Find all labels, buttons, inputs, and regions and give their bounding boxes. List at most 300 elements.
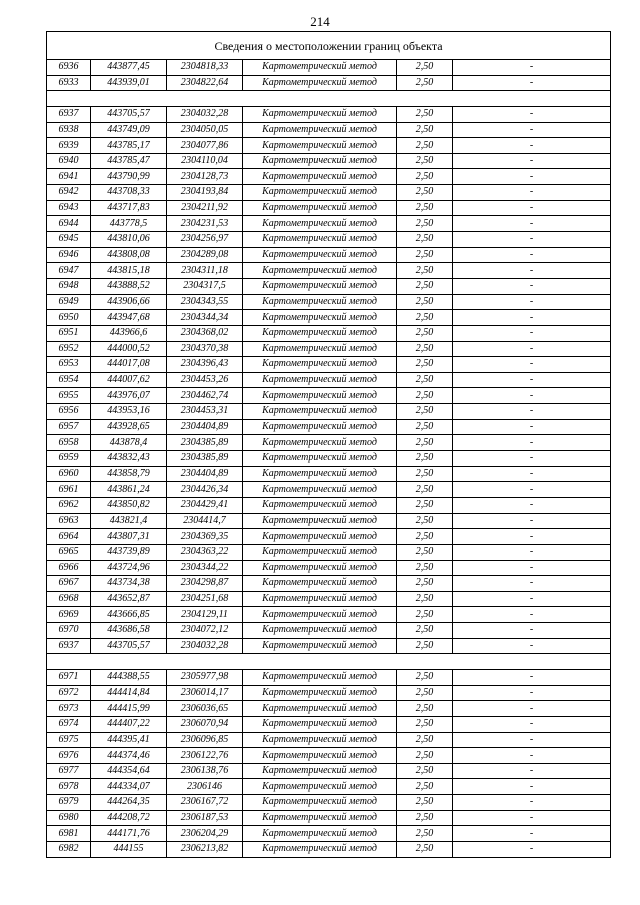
cell-description: - <box>453 482 611 498</box>
cell-coord-x: 443877,45 <box>91 60 167 76</box>
cell-coord-y: 2304317,5 <box>167 278 243 294</box>
table-row <box>47 560 611 576</box>
cell-accuracy: 2,50 <box>397 685 453 701</box>
cell-accuracy: 2,50 <box>397 372 453 388</box>
cell-description: - <box>453 185 611 201</box>
cell-point-number: 6944 <box>47 216 91 232</box>
cell-coord-x: 443815,18 <box>91 263 167 279</box>
cell-accuracy: 2,50 <box>397 560 453 576</box>
table-row <box>47 638 611 654</box>
cell-accuracy: 2,50 <box>397 278 453 294</box>
cell-coord-y: 2304369,35 <box>167 529 243 545</box>
cell-point-number: 6953 <box>47 357 91 373</box>
cell-accuracy: 2,50 <box>397 497 453 513</box>
cell-accuracy: 2,50 <box>397 451 453 467</box>
cell-description: - <box>453 544 611 560</box>
cell-point-number: 6937 <box>47 106 91 122</box>
boundary-coordinates-table <box>46 31 611 858</box>
cell-point-number: 6937 <box>47 638 91 654</box>
cell-coord-y: 2304289,08 <box>167 247 243 263</box>
table-row <box>47 153 611 169</box>
cell-coord-x: 443808,08 <box>91 247 167 263</box>
cell-coord-y: 2306187,53 <box>167 810 243 826</box>
cell-coord-y: 2304370,38 <box>167 341 243 357</box>
cell-point-number: 6972 <box>47 685 91 701</box>
cell-point-number: 6964 <box>47 529 91 545</box>
cell-accuracy: 2,50 <box>397 576 453 592</box>
cell-point-number: 6945 <box>47 232 91 248</box>
cell-description: - <box>453 138 611 154</box>
cell-point-number: 6968 <box>47 591 91 607</box>
cell-method: Картометрический метод <box>243 544 397 560</box>
cell-coord-x: 444155 <box>91 842 167 858</box>
cell-method: Картометрический метод <box>243 341 397 357</box>
cell-method: Картометрический метод <box>243 200 397 216</box>
cell-description: - <box>453 75 611 91</box>
cell-coord-y: 2304032,28 <box>167 638 243 654</box>
cell-method: Картометрический метод <box>243 451 397 467</box>
cell-method: Картометрический метод <box>243 748 397 764</box>
cell-method: Картометрический метод <box>243 404 397 420</box>
cell-description: - <box>453 106 611 122</box>
cell-coord-x: 443705,57 <box>91 638 167 654</box>
table-row <box>47 576 611 592</box>
cell-coord-x: 443705,57 <box>91 106 167 122</box>
cell-accuracy: 2,50 <box>397 623 453 639</box>
cell-point-number: 6963 <box>47 513 91 529</box>
cell-coord-y: 2304110,04 <box>167 153 243 169</box>
cell-coord-x: 443850,82 <box>91 497 167 513</box>
cell-coord-x: 444007,62 <box>91 372 167 388</box>
cell-coord-x: 444017,08 <box>91 357 167 373</box>
cell-description: - <box>453 419 611 435</box>
cell-point-number: 6949 <box>47 294 91 310</box>
cell-method: Картометрический метод <box>243 795 397 811</box>
cell-point-number: 6950 <box>47 310 91 326</box>
cell-method: Картометрический метод <box>243 278 397 294</box>
cell-coord-x: 443928,65 <box>91 419 167 435</box>
cell-coord-x: 443785,47 <box>91 153 167 169</box>
cell-coord-x: 443734,38 <box>91 576 167 592</box>
cell-point-number: 6955 <box>47 388 91 404</box>
cell-coord-x: 443785,17 <box>91 138 167 154</box>
cell-method: Картометрический метод <box>243 122 397 138</box>
table-body <box>47 32 611 858</box>
table-row <box>47 278 611 294</box>
cell-method: Картометрический метод <box>243 763 397 779</box>
cell-coord-y: 2304453,31 <box>167 404 243 420</box>
cell-accuracy: 2,50 <box>397 153 453 169</box>
table-row <box>47 779 611 795</box>
cell-coord-y: 2304231,53 <box>167 216 243 232</box>
cell-coord-x: 444414,84 <box>91 685 167 701</box>
table-row <box>47 451 611 467</box>
cell-coord-y: 2304311,18 <box>167 263 243 279</box>
cell-coord-x: 443739,89 <box>91 544 167 560</box>
cell-description: - <box>453 701 611 717</box>
cell-description: - <box>453 294 611 310</box>
cell-method: Картометрический метод <box>243 310 397 326</box>
cell-point-number: 6960 <box>47 466 91 482</box>
cell-accuracy: 2,50 <box>397 200 453 216</box>
cell-point-number: 6946 <box>47 247 91 263</box>
cell-method: Картометрический метод <box>243 60 397 76</box>
cell-coord-y: 2304251,68 <box>167 591 243 607</box>
cell-accuracy: 2,50 <box>397 842 453 858</box>
cell-description: - <box>453 325 611 341</box>
cell-point-number: 6954 <box>47 372 91 388</box>
cell-accuracy: 2,50 <box>397 216 453 232</box>
cell-point-number: 6976 <box>47 748 91 764</box>
cell-method: Картометрический метод <box>243 810 397 826</box>
cell-method: Картометрический метод <box>243 325 397 341</box>
cell-coord-y: 2304368,02 <box>167 325 243 341</box>
cell-accuracy: 2,50 <box>397 232 453 248</box>
table-row <box>47 357 611 373</box>
cell-accuracy: 2,50 <box>397 106 453 122</box>
cell-description: - <box>453 795 611 811</box>
cell-description: - <box>453 685 611 701</box>
cell-accuracy: 2,50 <box>397 169 453 185</box>
cell-description: - <box>453 810 611 826</box>
section-separator <box>47 91 611 107</box>
table-row <box>47 263 611 279</box>
table-row <box>47 404 611 420</box>
cell-method: Картометрический метод <box>243 576 397 592</box>
table-title-row <box>47 32 611 60</box>
cell-coord-y: 2306146 <box>167 779 243 795</box>
cell-accuracy: 2,50 <box>397 638 453 654</box>
cell-method: Картометрический метод <box>243 138 397 154</box>
cell-method: Картометрический метод <box>243 826 397 842</box>
table-row <box>47 310 611 326</box>
cell-point-number: 6948 <box>47 278 91 294</box>
cell-accuracy: 2,50 <box>397 607 453 623</box>
cell-method: Картометрический метод <box>243 75 397 91</box>
cell-method: Картометрический метод <box>243 560 397 576</box>
cell-coord-x: 443888,52 <box>91 278 167 294</box>
table-row <box>47 169 611 185</box>
cell-coord-x: 443858,79 <box>91 466 167 482</box>
cell-coord-x: 443807,31 <box>91 529 167 545</box>
cell-accuracy: 2,50 <box>397 701 453 717</box>
cell-accuracy: 2,50 <box>397 138 453 154</box>
cell-coord-y: 2306014,17 <box>167 685 243 701</box>
cell-coord-y: 2305977,98 <box>167 669 243 685</box>
cell-point-number: 6982 <box>47 842 91 858</box>
cell-coord-x: 444374,46 <box>91 748 167 764</box>
cell-method: Картометрический метод <box>243 419 397 435</box>
cell-coord-x: 444000,52 <box>91 341 167 357</box>
table-row <box>47 732 611 748</box>
cell-description: - <box>453 497 611 513</box>
cell-method: Картометрический метод <box>243 497 397 513</box>
table-row <box>47 513 611 529</box>
table-row <box>47 795 611 811</box>
cell-point-number: 6974 <box>47 716 91 732</box>
table-row <box>47 419 611 435</box>
table-row <box>47 482 611 498</box>
cell-point-number: 6973 <box>47 701 91 717</box>
table-row <box>47 247 611 263</box>
cell-method: Картометрический метод <box>243 247 397 263</box>
cell-coord-x: 443717,83 <box>91 200 167 216</box>
table-row <box>47 826 611 842</box>
table-row <box>47 325 611 341</box>
cell-coord-y: 2306167,72 <box>167 795 243 811</box>
cell-point-number: 6975 <box>47 732 91 748</box>
cell-description: - <box>453 638 611 654</box>
table-row <box>47 701 611 717</box>
table-row <box>47 388 611 404</box>
cell-coord-y: 2304404,89 <box>167 466 243 482</box>
cell-description: - <box>453 529 611 545</box>
cell-coord-x: 443749,09 <box>91 122 167 138</box>
cell-description: - <box>453 200 611 216</box>
cell-coord-x: 443708,33 <box>91 185 167 201</box>
cell-point-number: 6958 <box>47 435 91 451</box>
cell-method: Картометрический метод <box>243 106 397 122</box>
cell-point-number: 6938 <box>47 122 91 138</box>
cell-accuracy: 2,50 <box>397 263 453 279</box>
cell-coord-y: 2304050,05 <box>167 122 243 138</box>
cell-coord-y: 2304385,89 <box>167 435 243 451</box>
cell-point-number: 6957 <box>47 419 91 435</box>
cell-point-number: 6969 <box>47 607 91 623</box>
cell-coord-x: 443953,16 <box>91 404 167 420</box>
cell-description: - <box>453 341 611 357</box>
cell-accuracy: 2,50 <box>397 810 453 826</box>
cell-coord-x: 444334,07 <box>91 779 167 795</box>
cell-coord-x: 444208,72 <box>91 810 167 826</box>
cell-method: Картометрический метод <box>243 732 397 748</box>
cell-point-number: 6933 <box>47 75 91 91</box>
cell-point-number: 6970 <box>47 623 91 639</box>
cell-description: - <box>453 153 611 169</box>
cell-description: - <box>453 826 611 842</box>
cell-description: - <box>453 435 611 451</box>
table-row <box>47 466 611 482</box>
cell-accuracy: 2,50 <box>397 482 453 498</box>
cell-point-number: 6980 <box>47 810 91 826</box>
cell-coord-y: 2306036,65 <box>167 701 243 717</box>
cell-method: Картометрический метод <box>243 607 397 623</box>
cell-accuracy: 2,50 <box>397 122 453 138</box>
cell-coord-y: 2304396,43 <box>167 357 243 373</box>
cell-accuracy: 2,50 <box>397 748 453 764</box>
cell-coord-x: 443939,01 <box>91 75 167 91</box>
cell-method: Картометрический метод <box>243 716 397 732</box>
cell-point-number: 6956 <box>47 404 91 420</box>
cell-accuracy: 2,50 <box>397 529 453 545</box>
table-row <box>47 544 611 560</box>
cell-coord-y: 2304211,92 <box>167 200 243 216</box>
cell-point-number: 6971 <box>47 669 91 685</box>
cell-coord-y: 2306070,94 <box>167 716 243 732</box>
cell-description: - <box>453 263 611 279</box>
cell-method: Картометрический метод <box>243 153 397 169</box>
cell-method: Картометрический метод <box>243 779 397 795</box>
cell-point-number: 6936 <box>47 60 91 76</box>
table-row <box>47 185 611 201</box>
cell-coord-y: 2304453,26 <box>167 372 243 388</box>
cell-coord-x: 444407,22 <box>91 716 167 732</box>
cell-accuracy: 2,50 <box>397 325 453 341</box>
cell-coord-y: 2304032,28 <box>167 106 243 122</box>
cell-description: - <box>453 466 611 482</box>
cell-method: Картометрический метод <box>243 529 397 545</box>
table-row <box>47 200 611 216</box>
cell-coord-x: 443947,68 <box>91 310 167 326</box>
cell-coord-x: 443821,4 <box>91 513 167 529</box>
table-row <box>47 810 611 826</box>
cell-coord-x: 443976,07 <box>91 388 167 404</box>
cell-method: Картометрический метод <box>243 357 397 373</box>
cell-coord-x: 443878,4 <box>91 435 167 451</box>
cell-coord-y: 2304193,84 <box>167 185 243 201</box>
cell-method: Картометрический метод <box>243 466 397 482</box>
cell-coord-x: 443810,06 <box>91 232 167 248</box>
cell-coord-y: 2304343,55 <box>167 294 243 310</box>
cell-point-number: 6941 <box>47 169 91 185</box>
cell-accuracy: 2,50 <box>397 435 453 451</box>
table-row <box>47 716 611 732</box>
cell-method: Картометрический метод <box>243 623 397 639</box>
table-row <box>47 623 611 639</box>
cell-point-number: 6967 <box>47 576 91 592</box>
cell-point-number: 6961 <box>47 482 91 498</box>
cell-description: - <box>453 247 611 263</box>
cell-description: - <box>453 388 611 404</box>
cell-coord-x: 444388,55 <box>91 669 167 685</box>
table-row <box>47 138 611 154</box>
cell-coord-x: 443724,96 <box>91 560 167 576</box>
cell-description: - <box>453 232 611 248</box>
cell-accuracy: 2,50 <box>397 669 453 685</box>
section-separator-row <box>47 654 611 670</box>
cell-method: Картометрический метод <box>243 372 397 388</box>
cell-accuracy: 2,50 <box>397 419 453 435</box>
cell-accuracy: 2,50 <box>397 60 453 76</box>
cell-accuracy: 2,50 <box>397 779 453 795</box>
cell-point-number: 6979 <box>47 795 91 811</box>
cell-coord-y: 2304385,89 <box>167 451 243 467</box>
page-number: 214 <box>310 14 330 29</box>
cell-coord-y: 2304426,34 <box>167 482 243 498</box>
cell-description: - <box>453 576 611 592</box>
table-row <box>47 106 611 122</box>
cell-point-number: 6952 <box>47 341 91 357</box>
table-row <box>47 763 611 779</box>
table-row <box>47 529 611 545</box>
cell-method: Картометрический метод <box>243 638 397 654</box>
cell-point-number: 6981 <box>47 826 91 842</box>
cell-point-number: 6965 <box>47 544 91 560</box>
table-row <box>47 685 611 701</box>
cell-coord-y: 2304129,11 <box>167 607 243 623</box>
cell-description: - <box>453 122 611 138</box>
table-row <box>47 372 611 388</box>
table-row <box>47 669 611 685</box>
table-row <box>47 591 611 607</box>
cell-point-number: 6943 <box>47 200 91 216</box>
cell-accuracy: 2,50 <box>397 185 453 201</box>
cell-coord-x: 444264,35 <box>91 795 167 811</box>
cell-coord-y: 2304404,89 <box>167 419 243 435</box>
cell-method: Картометрический метод <box>243 232 397 248</box>
cell-coord-y: 2306204,29 <box>167 826 243 842</box>
cell-coord-x: 444415,99 <box>91 701 167 717</box>
cell-coord-y: 2306213,82 <box>167 842 243 858</box>
cell-coord-y: 2306122,76 <box>167 748 243 764</box>
cell-coord-x: 443666,85 <box>91 607 167 623</box>
cell-description: - <box>453 560 611 576</box>
cell-coord-x: 443906,66 <box>91 294 167 310</box>
table-row <box>47 60 611 76</box>
cell-coord-y: 2304818,33 <box>167 60 243 76</box>
section-separator-row <box>47 91 611 107</box>
table-row <box>47 232 611 248</box>
cell-point-number: 6942 <box>47 185 91 201</box>
cell-description: - <box>453 591 611 607</box>
table-row <box>47 122 611 138</box>
cell-coord-y: 2304822,64 <box>167 75 243 91</box>
cell-method: Картометрический метод <box>243 513 397 529</box>
cell-coord-x: 444395,41 <box>91 732 167 748</box>
cell-point-number: 6951 <box>47 325 91 341</box>
cell-coord-y: 2304298,87 <box>167 576 243 592</box>
table-row <box>47 75 611 91</box>
cell-coord-x: 443832,43 <box>91 451 167 467</box>
cell-coord-y: 2304363,22 <box>167 544 243 560</box>
cell-coord-y: 2304462,74 <box>167 388 243 404</box>
cell-method: Картометрический метод <box>243 216 397 232</box>
cell-accuracy: 2,50 <box>397 247 453 263</box>
cell-coord-y: 2304128,73 <box>167 169 243 185</box>
cell-method: Картометрический метод <box>243 701 397 717</box>
cell-method: Картометрический метод <box>243 294 397 310</box>
table-row <box>47 341 611 357</box>
cell-method: Картометрический метод <box>243 388 397 404</box>
cell-point-number: 6947 <box>47 263 91 279</box>
cell-coord-x: 444354,64 <box>91 763 167 779</box>
cell-coord-x: 443966,6 <box>91 325 167 341</box>
cell-method: Картометрический метод <box>243 185 397 201</box>
cell-description: - <box>453 372 611 388</box>
table-row <box>47 435 611 451</box>
cell-coord-y: 2304414,7 <box>167 513 243 529</box>
cell-accuracy: 2,50 <box>397 591 453 607</box>
cell-coord-x: 443790,99 <box>91 169 167 185</box>
cell-coord-x: 443861,24 <box>91 482 167 498</box>
table-title: Сведения о местоположении границ объекта <box>47 32 611 60</box>
cell-method: Картометрический метод <box>243 482 397 498</box>
cell-method: Картометрический метод <box>243 685 397 701</box>
cell-coord-y: 2306096,85 <box>167 732 243 748</box>
cell-description: - <box>453 763 611 779</box>
cell-description: - <box>453 842 611 858</box>
cell-accuracy: 2,50 <box>397 310 453 326</box>
cell-description: - <box>453 732 611 748</box>
cell-method: Картометрический метод <box>243 669 397 685</box>
cell-description: - <box>453 513 611 529</box>
table-row <box>47 294 611 310</box>
cell-accuracy: 2,50 <box>397 341 453 357</box>
cell-description: - <box>453 451 611 467</box>
cell-coord-x: 443778,5 <box>91 216 167 232</box>
cell-coord-y: 2306138,76 <box>167 763 243 779</box>
cell-description: - <box>453 716 611 732</box>
